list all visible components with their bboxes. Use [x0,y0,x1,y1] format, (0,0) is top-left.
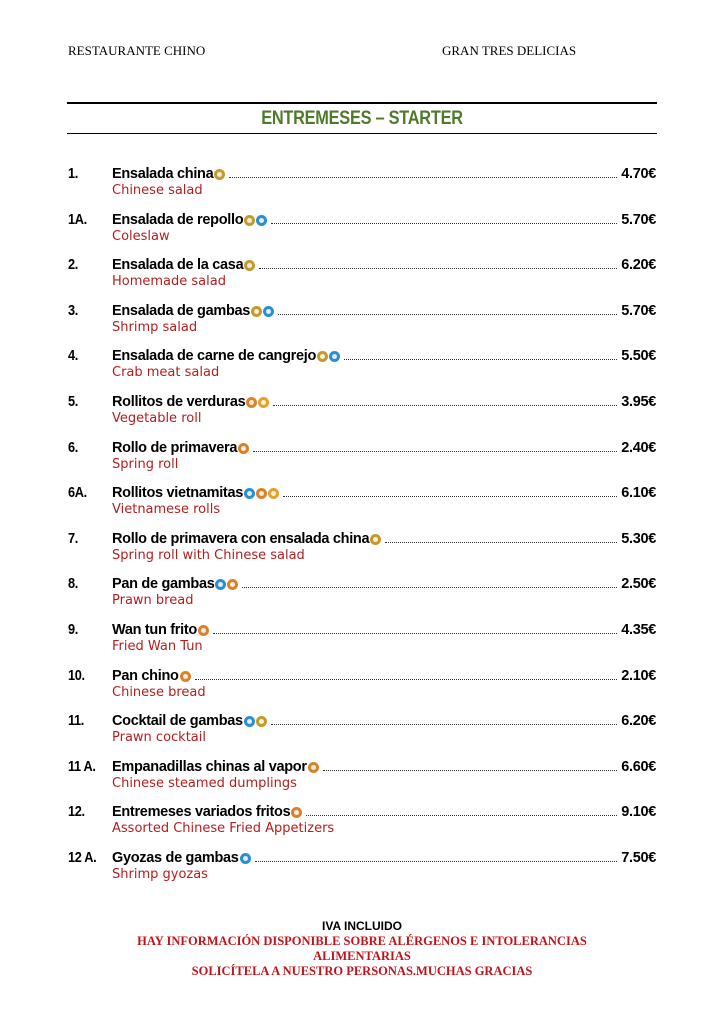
title-rule-top [67,102,657,104]
item-name: Pan chino [112,667,179,684]
item-english-name: Prawn bread [112,593,194,609]
item-english-name: Prawn cocktail [112,730,206,746]
item-name: Ensalada de gambas [112,302,251,319]
item-english-name: Fried Wan Tun [112,638,203,654]
egg-icon [268,488,279,499]
dot-leader [229,176,617,178]
item-number: 10. [68,667,85,684]
item-name: Ensalada de carne de cangrejo [112,348,317,365]
restaurant-type: RESTAURANTE CHINO [68,43,206,58]
allergen-request: SOLICÍTELA A NUESTRO PERSONAS.MUCHAS GRACIAS [191,964,533,978]
item-name: Empanadillas chinas al vapor [112,758,307,775]
gluten-icon [180,671,191,682]
dot-leader [259,267,617,269]
dot-leader [195,678,618,680]
item-name: Ensalada de repollo [112,211,244,228]
item-price: 9.10€ [621,804,656,821]
item-english-name: Shrimp gyozas [112,866,208,882]
dot-leader [283,495,617,497]
menu-item [68,618,656,664]
item-name: Rollo de primavera con ensalada china [112,530,370,547]
dot-leader [278,313,617,315]
menu-item [68,481,656,527]
mollusc-icon [329,351,340,362]
item-number: 5. [68,393,78,410]
mustard-icon [256,716,267,727]
gluten-icon [246,397,257,408]
item-number: 9. [68,621,78,638]
gluten-icon [238,443,249,454]
dot-leader [273,404,617,406]
item-number: 1A. [68,211,87,228]
item-name: Ensalada china [112,166,214,182]
mustard-icon [244,260,255,271]
menu-item [68,208,656,254]
item-name: Cocktail de gambas [112,713,243,730]
gluten-icon [291,807,302,818]
item-number: 11. [68,713,84,730]
menu-item [68,800,656,846]
mustard-icon [214,169,225,180]
dot-leader [213,632,617,634]
item-name: Rollitos de verduras [112,393,246,410]
section-title: ENTREMESES – STARTER [261,108,463,129]
menu-item [68,390,656,436]
item-name: Ensalada de la casa [112,257,244,274]
mollusc-icon [244,716,255,727]
item-price: 5.70€ [621,211,656,228]
menu-item [68,162,656,208]
menu-item [68,846,656,892]
item-number: 12. [68,804,85,821]
item-price: 7.50€ [621,849,656,866]
dot-leader [255,860,618,862]
mollusc-icon [244,488,255,499]
item-name: Entremeses variados fritos [112,804,291,821]
item-price: 2.50€ [621,576,656,593]
menu-item [68,436,656,482]
item-english-name: Assorted Chinese Fried Appetizers [112,821,335,837]
item-number: 11 A. [68,758,96,775]
mustard-icon [244,215,255,226]
dot-leader [344,358,617,360]
menu-item [68,527,656,573]
item-english-name: Coleslaw [112,228,170,244]
mollusc-icon [263,306,274,317]
dot-leader [271,723,617,725]
item-english-name: Spring roll [112,456,179,472]
item-english-name: Spring roll with Chinese salad [112,547,305,563]
item-name: Rollo de primavera [112,439,238,456]
allergen-notice: HAY INFORMACIÓN DISPONIBLE SOBRE ALÉRGENOS E INTOLERANCIAS ALIMENTARIAS [137,934,587,963]
item-number: 4. [68,348,78,365]
dot-leader [323,769,618,771]
dot-leader [385,541,617,543]
gluten-icon [198,625,209,636]
mustard-icon [251,306,262,317]
mustard-icon [370,534,381,545]
menu-item [68,299,656,345]
item-price: 5.70€ [621,302,656,319]
item-price: 6.20€ [621,257,656,274]
item-english-name: Homemade salad [112,274,226,290]
item-number: 3. [68,302,78,319]
footer [0,918,724,979]
item-english-name: Crab meat salad [112,365,220,381]
egg-icon [258,397,269,408]
mollusc-icon [240,853,251,864]
item-price: 2.10€ [621,667,656,684]
item-number: 12 A. [68,849,97,866]
gluten-icon [308,762,319,773]
menu-item [68,253,656,299]
item-price: 6.60€ [621,758,656,775]
mollusc-icon [256,215,267,226]
item-price: 4.70€ [621,166,656,182]
item-number: 8. [68,576,78,593]
item-price: 2.40€ [621,439,656,456]
item-price: 5.30€ [621,530,656,547]
menu-item [68,755,656,801]
item-english-name: Vietnamese rolls [112,502,221,518]
title-rule-bottom [67,133,657,134]
item-number: 6A. [68,485,87,502]
dot-leader [306,814,617,816]
item-name: Gyozas de gambas [112,849,239,866]
item-english-name: Chinese steamed dumplings [112,775,297,791]
item-price: 4.35€ [621,621,656,638]
menu-item [68,709,656,755]
tax-note: IVA INCLUIDO [322,919,402,933]
menu-item [68,572,656,618]
menu-item [68,664,656,710]
gluten-icon [227,579,238,590]
item-name: Rollitos vietnamitas [112,485,243,502]
item-name: Wan tun frito [112,621,197,638]
item-price: 6.10€ [621,485,656,502]
item-price: 3.95€ [621,393,656,410]
item-number: 6. [68,439,78,456]
mollusc-icon [215,579,226,590]
item-name: Pan de gambas [112,576,215,593]
item-price: 5.50€ [621,348,656,365]
gluten-icon [256,488,267,499]
mustard-icon [317,351,328,362]
item-english-name: Shrimp salad [112,319,198,335]
dot-leader [242,586,617,588]
menu-item [68,344,656,390]
item-number: 1. [68,166,78,182]
dot-leader [253,450,617,452]
item-english-name: Vegetable roll [112,410,202,426]
restaurant-name: GRAN TRES DELICIAS [442,43,577,58]
item-number: 2. [68,257,78,274]
item-price: 6.20€ [621,713,656,730]
menu-list [68,162,656,892]
item-number: 7. [68,530,78,547]
item-english-name: Chinese salad [112,183,203,198]
dot-leader [271,222,617,224]
item-english-name: Chinese bread [112,684,206,700]
